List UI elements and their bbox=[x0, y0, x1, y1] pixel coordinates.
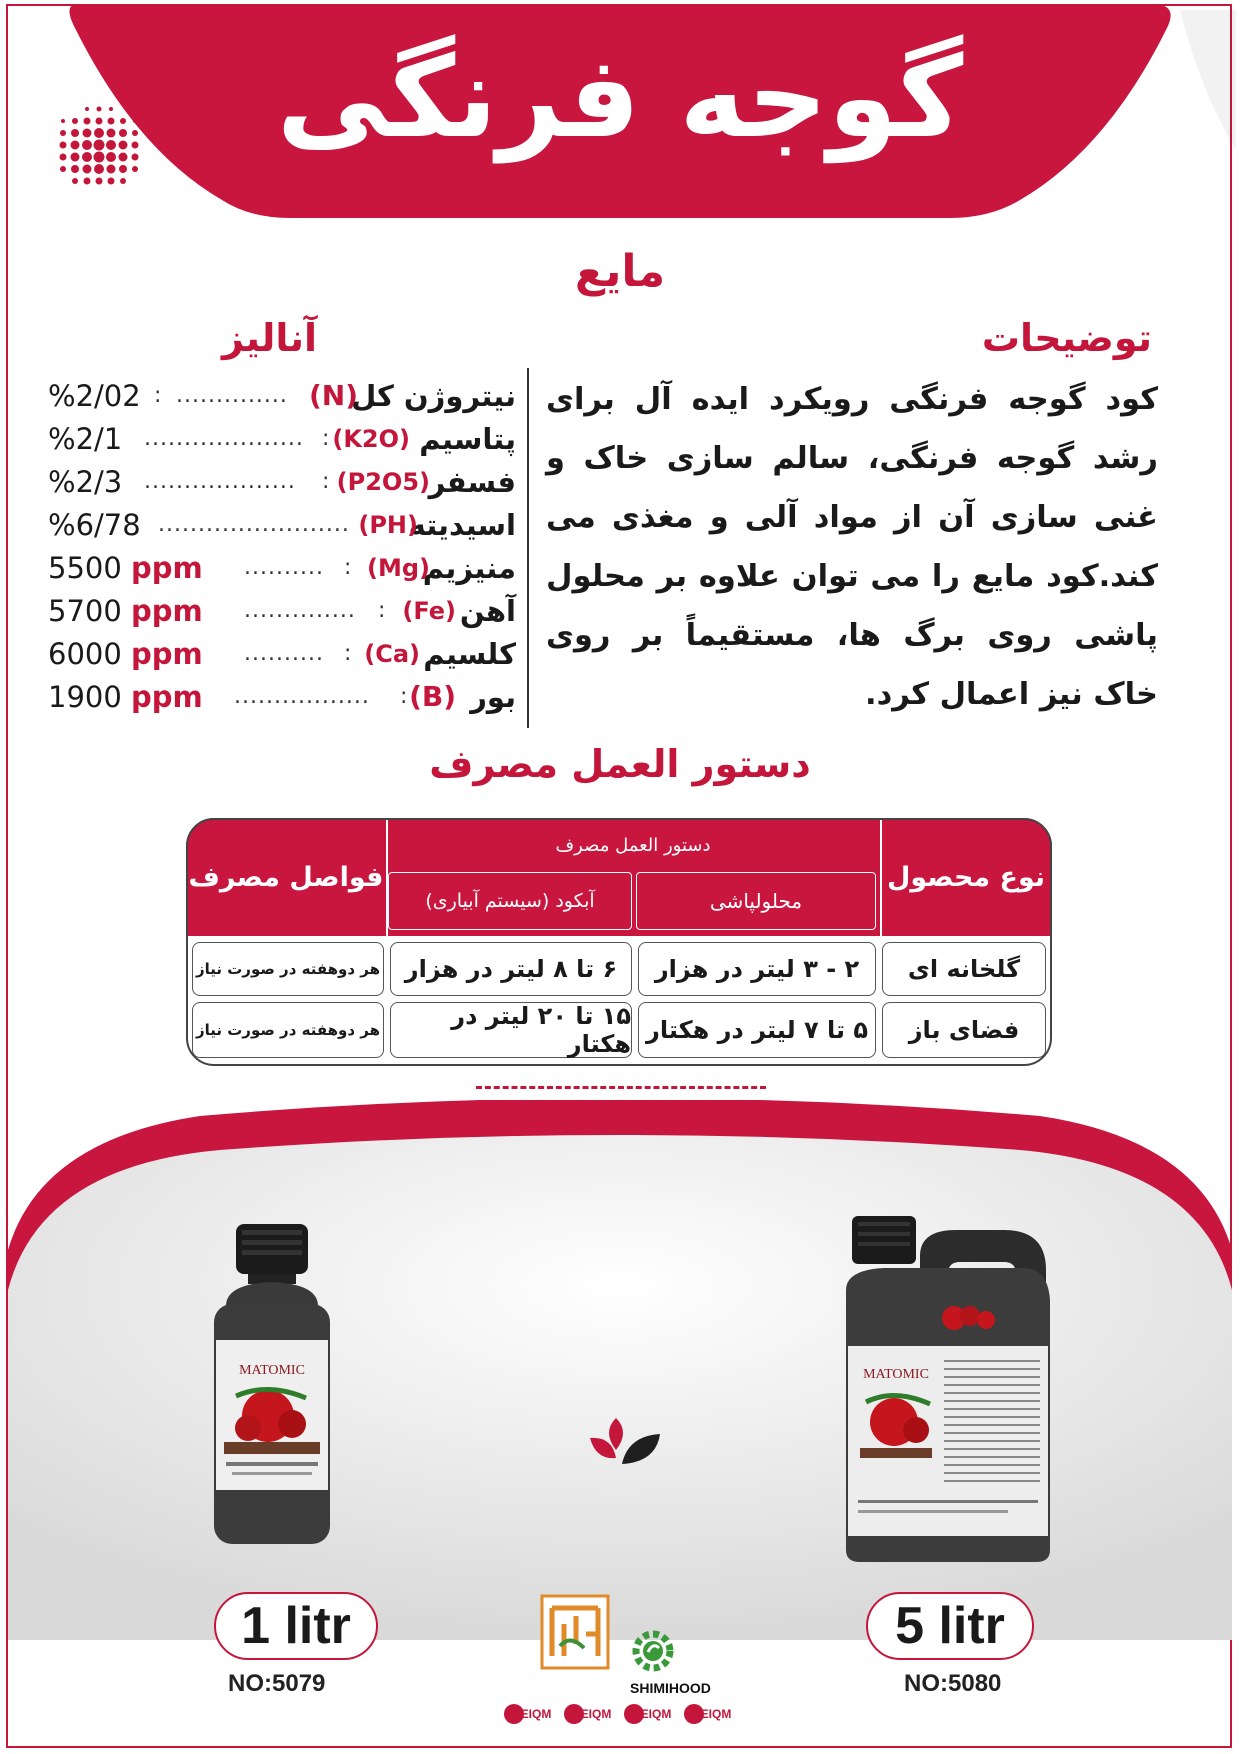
product-code-5-liter: NO:5080 bbox=[904, 1670, 1002, 1697]
column-divider bbox=[527, 368, 529, 728]
nutrient-name: بور bbox=[470, 680, 516, 714]
table-cell-interval: هر دوهفته در صورت نیاز bbox=[192, 942, 384, 996]
nutrient-value: 6000 ppm bbox=[48, 637, 203, 671]
page-title: گوجه فرنگی bbox=[276, 33, 964, 163]
usage-heading: دستور العمل مصرف bbox=[429, 742, 811, 786]
nutrient-symbol: (K2O) bbox=[332, 425, 410, 453]
usage-table bbox=[186, 818, 1052, 1066]
dashed-divider bbox=[476, 1086, 766, 1089]
table-cell-product: فضای باز bbox=[882, 1002, 1046, 1058]
nutrient-value: 5500 ppm bbox=[48, 551, 203, 585]
product-label-text: MATOMIC bbox=[239, 1363, 305, 1378]
col-irrigation-header: آبکود (سیستم آبیاری) bbox=[388, 872, 632, 930]
shimihood-brand-text: SHIMIHOOD bbox=[630, 1680, 711, 1696]
analysis-row: منیزیم (Mg) .......... : 5500 ppm bbox=[48, 546, 516, 590]
size-5-liter-badge: 5 litr bbox=[866, 1592, 1034, 1660]
sabz-logo-icon bbox=[540, 1594, 610, 1670]
jug-5-liter-image bbox=[836, 1210, 1066, 1570]
col-instructions-header: دستور العمل مصرف bbox=[555, 834, 711, 856]
analysis-row: نیتروژن کل (N) : .............. %2/02 bbox=[48, 374, 516, 418]
eiqm-cert-icon bbox=[560, 1700, 618, 1740]
nutrient-value: 1900 ppm bbox=[48, 680, 203, 714]
analysis-row: بور (B) ................. : 1900 ppm bbox=[48, 675, 516, 719]
description-heading: توضیحات bbox=[981, 316, 1152, 360]
analysis-row: کلسیم (Ca) .......... : 6000 ppm bbox=[48, 632, 516, 676]
nutrient-value: %2/1 bbox=[48, 422, 123, 456]
nutrient-symbol: (PH) bbox=[358, 511, 418, 539]
col-product-header: نوع محصول bbox=[886, 861, 1046, 893]
description-text: کود گوجه فرنگی رویکرد ایده آل برای رشد گوجه فرنگی، سالم سازی خاک و غنی سازی آن از مواد آلی و مغذی می کند.کود مایع را می توان علاوه بر محلول پاشی روی برگ ها، مستقیماً بر روی خاک نیز اعمال کرد. bbox=[546, 382, 1158, 712]
svg-text:EIQM: EIQM bbox=[520, 1707, 552, 1721]
size-1-liter-badge: 1 litr bbox=[214, 1592, 378, 1660]
nutrient-symbol: (Mg) bbox=[367, 554, 430, 582]
analysis-row: پتاسیم (K2O) .................... : %2/1 bbox=[48, 417, 516, 461]
nutrient-value: %2/02 bbox=[48, 379, 141, 413]
nutrient-value: 5700 ppm bbox=[48, 594, 203, 628]
nutrient-name: نیتروژن کل bbox=[351, 379, 516, 413]
nutrient-name: فسفر bbox=[428, 465, 516, 499]
analysis-heading: آنالیز bbox=[222, 316, 317, 360]
nutrient-name: آهن bbox=[459, 594, 516, 628]
table-cell-irrigation: ۶ تا ۸ لیتر در هزار bbox=[390, 942, 632, 996]
analysis-row: آهن (Fe) .............. : 5700 ppm bbox=[48, 589, 516, 633]
halftone-dots-decoration bbox=[48, 96, 158, 206]
table-cell-irrigation: ۱۵ تا ۲۰ لیتر در هکتار bbox=[390, 1002, 632, 1058]
nutrient-value: %2/3 bbox=[48, 465, 123, 499]
nutrient-symbol: (Fe) bbox=[402, 597, 456, 625]
col-interval-header: فواصل مصرف bbox=[188, 861, 384, 893]
nutrient-symbol: (B) bbox=[409, 680, 456, 713]
shimihood-gear-icon bbox=[630, 1628, 676, 1674]
svg-text:EIQM: EIQM bbox=[700, 1707, 732, 1721]
nutrient-value: %6/78 bbox=[48, 508, 141, 542]
analysis-row: اسیدیته (PH) ........................ %6/78 bbox=[48, 503, 516, 547]
eiqm-cert-icon bbox=[500, 1700, 558, 1740]
bottle-1-liter-image bbox=[196, 1216, 346, 1556]
table-cell-spray: ۵ تا ۷ لیتر در هکتار bbox=[638, 1002, 876, 1058]
nutrient-name: منیزیم bbox=[422, 551, 516, 585]
eiqm-cert-icon bbox=[620, 1700, 678, 1740]
nutrient-name: کلسیم bbox=[423, 637, 516, 671]
table-cell-interval: هر دوهفته در صورت نیاز bbox=[192, 1002, 384, 1058]
col-spray-header: محلولپاشی bbox=[636, 872, 876, 930]
nutrient-name: اسیدیته bbox=[408, 508, 516, 542]
leaf-logo-icon bbox=[586, 1414, 662, 1474]
svg-text:EIQM: EIQM bbox=[580, 1707, 612, 1721]
nutrient-symbol: (N) bbox=[308, 379, 358, 412]
nutrient-symbol: (Ca) bbox=[364, 640, 420, 668]
page-subtitle: مایع bbox=[574, 246, 666, 297]
product-label-text: MATOMIC bbox=[863, 1367, 929, 1382]
table-cell-product: گلخانه ای bbox=[882, 942, 1046, 996]
table-cell-spray: ۲ - ۳ لیتر در هزار bbox=[638, 942, 876, 996]
eiqm-cert-icon bbox=[680, 1700, 738, 1740]
svg-text:EIQM: EIQM bbox=[640, 1707, 672, 1721]
nutrient-symbol: (P2O5) bbox=[336, 468, 430, 496]
product-code-1-liter: NO:5079 bbox=[228, 1670, 326, 1697]
analysis-row: فسفر (P2O5) ................... : %2/3 bbox=[48, 460, 516, 504]
nutrient-name: پتاسیم bbox=[419, 422, 516, 456]
